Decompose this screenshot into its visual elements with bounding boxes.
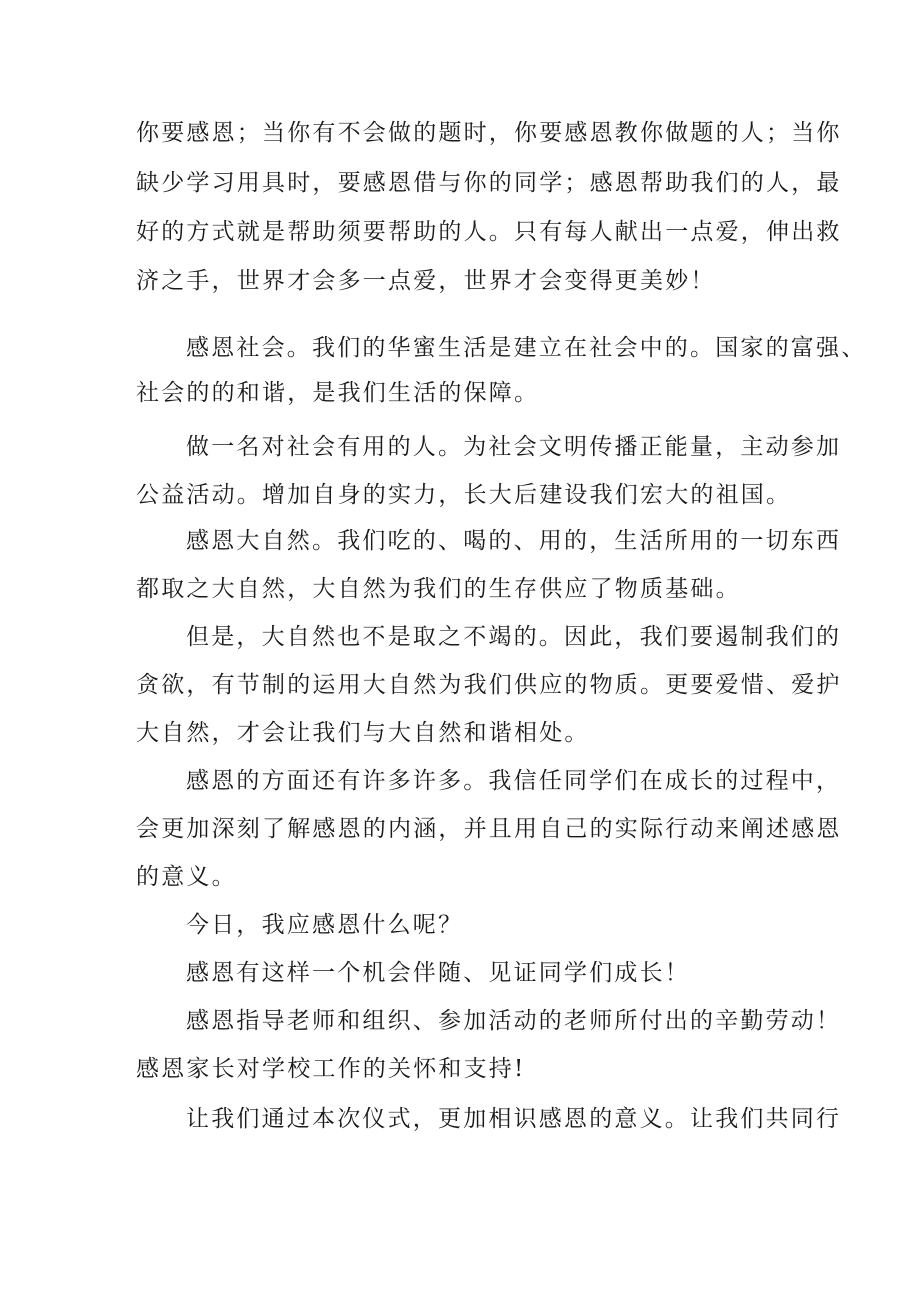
text-line: 感恩指导老师和组织、参加活动的老师所付出的辛勤劳动！	[186, 1008, 842, 1034]
text-line: 社会的的和谐，是我们生活的保障。	[136, 380, 540, 406]
text-line: 缺少学习用具时，要感恩借与你的同学；感恩帮助我们的人，最	[136, 170, 842, 196]
text-line: 感恩的方面还有许多许多。我信任同学们在成长的过程中，	[186, 768, 842, 794]
text-line: 会更加深刻了解感恩的内涵，并且用自己的实际行动来阐述感恩	[136, 816, 842, 842]
text-line: 济之手，世界才会多一点爱，世界才会变得更美妙！	[136, 268, 716, 294]
text-line: 都取之大自然，大自然为我们的生存供应了物质基础。	[136, 576, 741, 602]
text-line: 感恩家长对学校工作的关怀和支持!	[136, 1056, 526, 1082]
text-line: 大自然，才会让我们与大自然和谐相处。	[136, 720, 590, 746]
text-line: 但是，大自然也不是取之不竭的。因此，我们要遏制我们的	[186, 624, 842, 650]
text-line: 你要感恩；当你有不会做的题时，你要感恩教你做题的人；当你	[136, 120, 842, 146]
text-line: 今日，我应感恩什么呢？	[186, 912, 464, 938]
text-line: 好的方式就是帮助须要帮助的人。只有每人献出一点爱，伸出救	[136, 219, 842, 245]
text-line: 贪欲，有节制的运用大自然为我们供应的物质。更要爱惜、爱护	[136, 672, 842, 698]
text-line: 的意义。	[136, 864, 237, 890]
text-line: 公益活动。增加自身的实力，长大后建设我们宏大的祖国。	[136, 482, 792, 508]
text-line: 让我们通过本次仪式，更加相识感恩的意义。让我们共同行	[186, 1106, 842, 1132]
text-line: 感恩有这样一个机会伴随、见证同学们成长！	[186, 960, 690, 986]
text-line: 感恩社会。我们的华蜜生活是建立在社会中的。国家的富强、	[186, 335, 867, 361]
text-line: 做一名对社会有用的人。为社会文明传播正能量，主动参加	[186, 434, 842, 460]
text-line: 感恩大自然。我们吃的、喝的、用的，生活所用的一切东西	[186, 528, 842, 554]
